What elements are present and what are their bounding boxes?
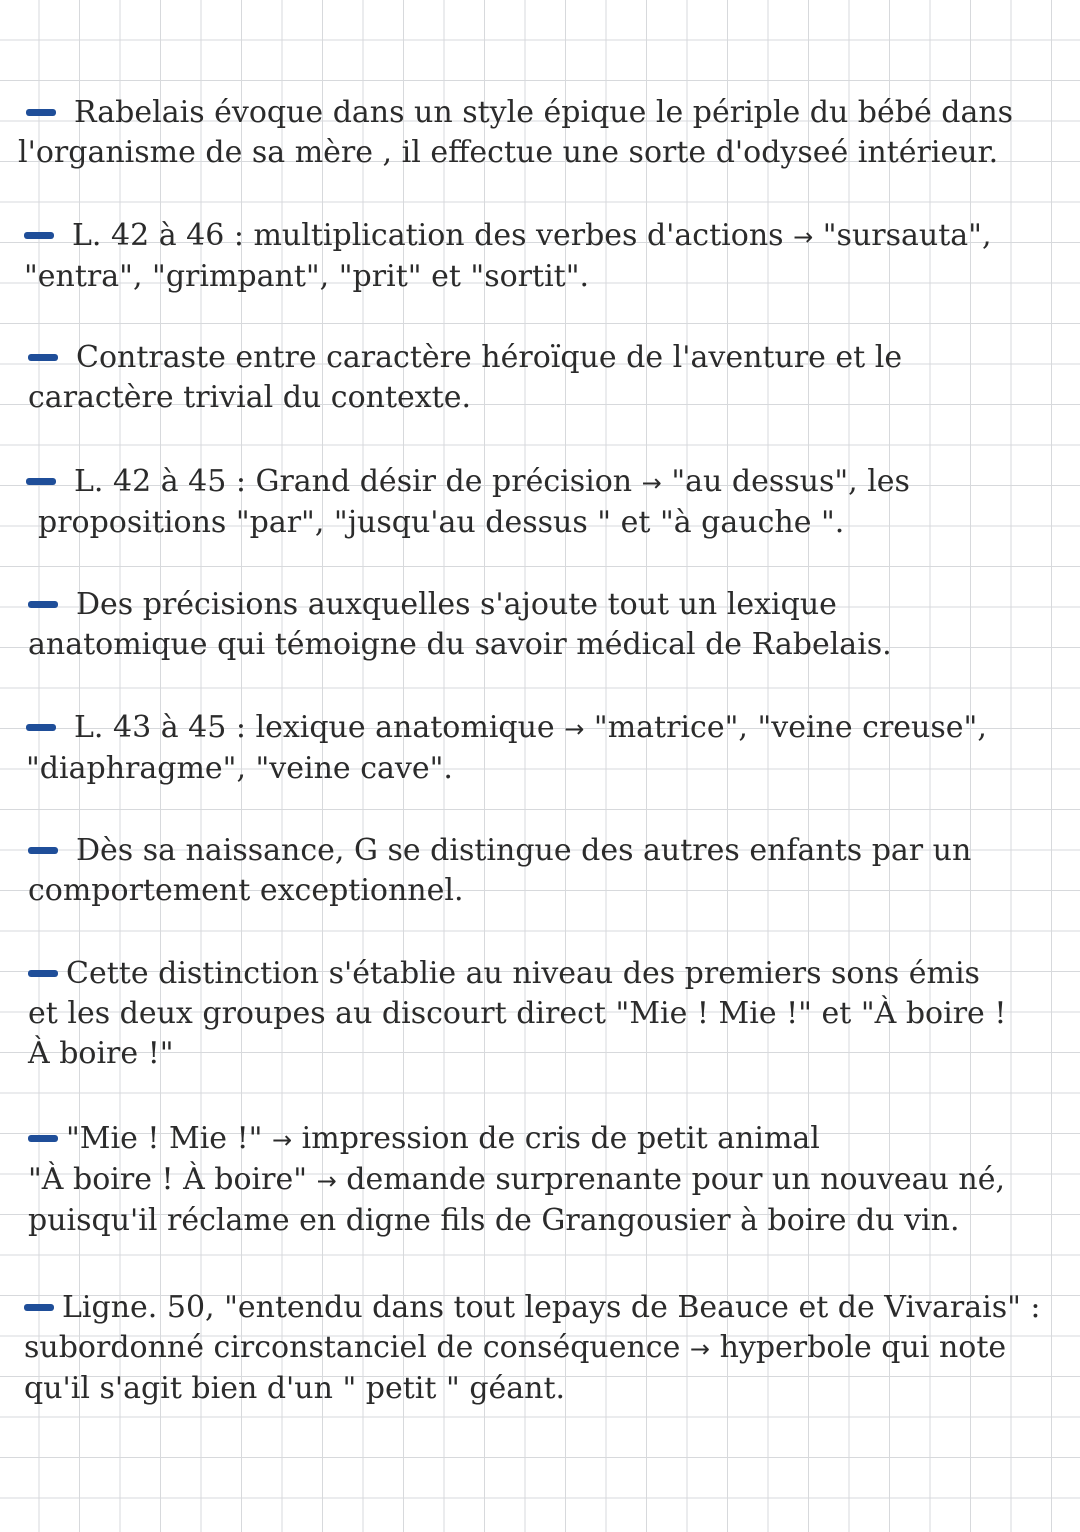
- note-line: l'organisme de sa mère , il effectue une sorte d'odyseé intérieur.: [18, 135, 999, 170]
- note-6: [26, 708, 987, 789]
- note-line: propositions "par", "jusqu'au dessus " et "à gauche ".: [38, 505, 845, 540]
- note-8: [28, 954, 1006, 1074]
- note-line: L. 42 à 46 : multiplication des verbes d'actions → "sursauta",: [24, 216, 992, 257]
- note-10: [24, 1288, 1041, 1409]
- note-line: qu'il s'agit bien d'un " petit " géant.: [24, 1371, 566, 1406]
- note-line: anatomique qui témoigne du savoir médical de Rabelais.: [28, 627, 892, 662]
- arrow-icon: →: [793, 223, 814, 251]
- note-line: "À boire ! À boire" → demande surprenante pour un nouveau né,: [28, 1162, 1005, 1197]
- note-line: caractère trivial du contexte.: [28, 380, 472, 415]
- arrow-icon: →: [641, 469, 662, 497]
- note-line: comportement exceptionnel.: [28, 873, 464, 908]
- note-5: [28, 585, 892, 665]
- note-line: L. 43 à 45 : lexique anatomique → "matrice", "veine creuse",: [26, 708, 987, 749]
- note-line: Rabelais évoque dans un style épique le périple du bébé dans: [18, 93, 1013, 133]
- note-line: puisqu'il réclame en digne fils de Grangousier à boire du vin.: [28, 1203, 960, 1238]
- note-4: [26, 462, 910, 543]
- bullet-dash-icon: [24, 232, 54, 239]
- note-line: "Mie ! Mie !" → impression de cris de petit animal: [28, 1119, 1005, 1160]
- arrow-icon: →: [689, 1335, 711, 1363]
- note-line: subordonné circonstanciel de conséquence → hyperbole qui note: [24, 1330, 1007, 1365]
- bullet-dash-icon: [26, 109, 56, 116]
- arrow-icon: →: [564, 715, 585, 743]
- bullet-dash-icon: [26, 724, 56, 731]
- note-1: [18, 93, 1013, 173]
- bullet-dash-icon: [28, 601, 58, 608]
- arrow-icon: →: [272, 1126, 293, 1154]
- note-line: et les deux groupes au discourt direct "Mie ! Mie !" et "À boire !: [28, 996, 1007, 1031]
- note-line: L. 42 à 45 : Grand désir de précision → "au dessus", les: [26, 462, 910, 503]
- bullet-dash-icon: [24, 1304, 54, 1311]
- bullet-dash-icon: [28, 1135, 58, 1142]
- note-line: Contraste entre caractère héroïque de l'aventure et le: [28, 338, 902, 378]
- arrow-icon: →: [316, 1167, 337, 1195]
- bullet-dash-icon: [26, 478, 56, 485]
- bullet-dash-icon: [28, 970, 58, 977]
- bullet-dash-icon: [28, 354, 58, 361]
- note-line: Des précisions auxquelles s'ajoute tout un lexique: [28, 585, 892, 625]
- note-3: [28, 338, 902, 418]
- note-line: "entra", "grimpant", "prit" et "sortit".: [24, 259, 590, 294]
- bullet-dash-icon: [28, 847, 58, 854]
- note-line: Dès sa naissance, G se distingue des autres enfants par un: [28, 831, 971, 871]
- note-7: [28, 831, 971, 911]
- note-line: Cette distinction s'établie au niveau des premiers sons émis: [28, 954, 1006, 994]
- note-line: "diaphragme", "veine cave".: [26, 751, 453, 786]
- note-9: [28, 1119, 1005, 1241]
- note-2: [24, 216, 992, 297]
- note-line: Ligne. 50, "entendu dans tout lepays de Beauce et de Vivarais" :: [24, 1288, 1041, 1328]
- note-line: À boire !": [28, 1036, 174, 1071]
